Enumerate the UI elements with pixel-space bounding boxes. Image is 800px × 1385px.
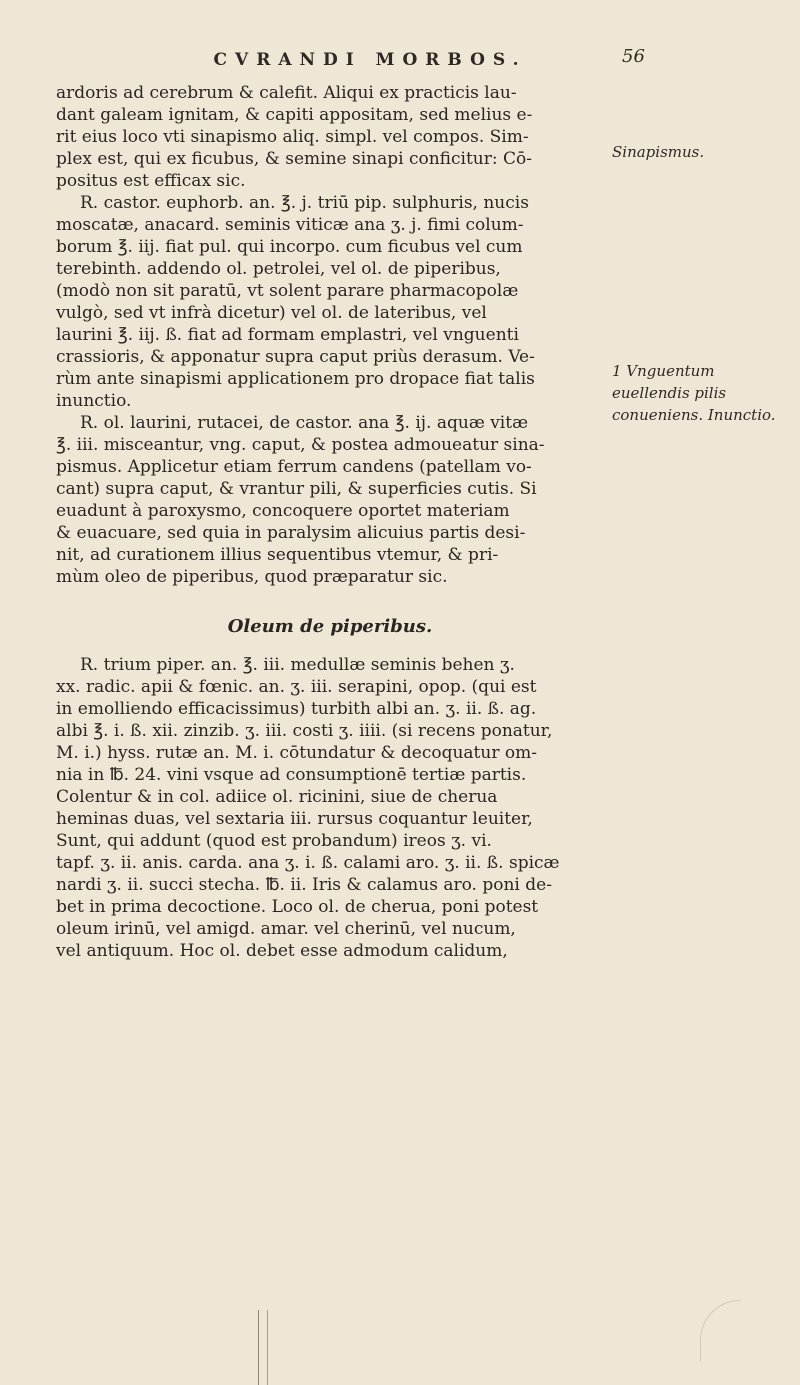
recipe-line: vel antiquum. Hoc ol. debet esse admodum calidum, [56, 941, 508, 961]
recipe-heading: Oleum de piperibus. [227, 616, 433, 637]
recipe-line: M. i.) hyss. rutæ an. M. i. cōtundatur & decoquatur om- [56, 743, 537, 763]
section-gap [56, 588, 604, 610]
text-line: vulgò, sed vt infrà dicetur) vel ol. de lateribus, vel [56, 303, 487, 323]
recipe-line: in emolliendo efficacissimus) turbith albi an. ʒ. ii. ß. ag. [56, 699, 537, 719]
text-line: R. ol. laurini, rutacei, de castor. ana ℥. ij. aquæ vitæ [80, 413, 529, 433]
margin-note-sinapismus: Sinapismus. [612, 143, 705, 161]
paper-crease [700, 1300, 741, 1361]
text-line: rit eius loco vti sinapismo aliq. simpl. vel compos. Sim- [56, 127, 529, 147]
text-line: crassioris, & apponatur supra caput priùs derasum. Ve- [56, 347, 535, 367]
text-line: cant) supra caput, & vrantur pili, & superficies cutis. Si [56, 479, 537, 499]
margin-note-unguentum: 1 Vnguentum euellendis pilis conueniens. Inunctio. [612, 362, 776, 424]
text-line: ardoris ad cerebrum & calefit. Aliqui ex practicis lau- [56, 83, 517, 103]
text-line: plex est, qui ex ficubus, & semine sinapi conficitur: Cō- [56, 149, 532, 169]
main-text-block [56, 82, 604, 962]
paper-crease [258, 1310, 268, 1385]
text-line: ℥. iii. misceantur, vng. caput, & postea admoueatur sina- [56, 435, 545, 455]
text-line: mùm oleo de piperibus, quod præparatur sic. [56, 567, 448, 587]
recipe-line: oleum irinū, vel amigd. amar. vel cherinū, vel nucum, [56, 919, 516, 939]
recipe-line: nia in ℔. 24. vini vsque ad consumptionē tertiæ partis. [56, 765, 527, 785]
text-line: rùm ante sinapismi applicationem pro dropace fiat talis [56, 369, 535, 389]
recipe-line: R. trium piper. an. ℥. iii. medullæ seminis behen ʒ. [80, 655, 515, 675]
recipe-line: heminas duas, vel sextaria iii. rursus coquantur leuiter, [56, 809, 533, 829]
recipe-line: nardi ʒ. ii. succi stecha. ℔. ii. Iris & calamus aro. poni de- [56, 875, 552, 895]
recipe-line: albi ℥. i. ß. xii. zinzib. ʒ. iii. costi ʒ. iiii. (si recens ponatur, [56, 721, 553, 741]
running-title: CVRANDI MORBOS. [213, 50, 527, 70]
text-line: pismus. Applicetur etiam ferrum candens (patellam vo- [56, 457, 532, 477]
recipe-line: xx. radic. apii & fœnic. an. ʒ. iii. serapini, opop. (qui est [56, 677, 537, 697]
text-line: & euacuare, sed quia in paralysim alicuius partis desi- [56, 523, 526, 543]
text-line: euadunt à paroxysmo, concoquere oportet materiam [56, 501, 510, 521]
text-line: laurini ℥. iij. ß. fiat ad formam emplastri, vel vnguenti [56, 325, 519, 345]
text-line: (modò non sit paratū, vt solent parare pharmacopolæ [56, 281, 519, 301]
text-line: nit, ad curationem illius sequentibus vtemur, & pri- [56, 545, 499, 565]
text-line: borum ℥. iij. fiat pul. qui incorpo. cum ficubus vel cum [56, 237, 523, 257]
recipe-line: tapf. ʒ. ii. anis. carda. ana ʒ. i. ß. calami aro. ʒ. ii. ß. spicæ [56, 853, 560, 873]
text-line: inunctio. [56, 391, 132, 411]
text-line: positus est efficax sic. [56, 171, 246, 191]
recipe-line: bet in prima decoctione. Loco ol. de cherua, poni potest [56, 897, 539, 917]
recipe-line: Sunt, qui addunt (quod est probandum) ireos ʒ. vi. [56, 831, 492, 851]
text-line: terebinth. addendo ol. petrolei, vel ol. de piperibus, [56, 259, 501, 279]
recipe-line: Colentur & in col. adiice ol. ricinini, siue de cherua [56, 787, 498, 807]
text-line: R. castor. euphorb. an. ℥. j. triū pip. sulphuris, nucis [80, 193, 529, 213]
text-line: moscatæ, anacard. seminis viticæ ana ʒ. j. fimi colum- [56, 215, 524, 235]
page-number: 56 [622, 46, 645, 67]
text-line: dant galeam ignitam, & capiti appositam, sed melius e- [56, 105, 533, 125]
